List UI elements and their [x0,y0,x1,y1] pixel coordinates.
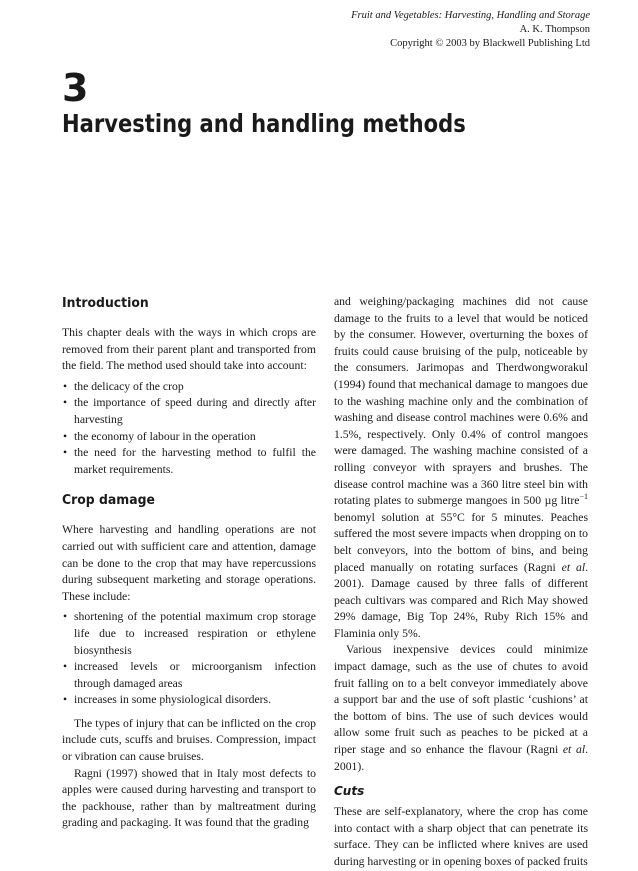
subsection-heading-cuts: Cuts [334,784,365,799]
list-item: • the delicacy of the crop [62,379,316,396]
book-title: Fruit and Vegetables: Harvesting, Handling and Storage [351,10,590,21]
right-column [334,294,588,871]
injury-types-paragraph: The types of injury that can be inflicted on the crop include cuts, scuffs and bruises. Compression, impact or vibration can cause bruises. [62,716,316,764]
author-line: A. K. Thompson [519,24,590,35]
cuts-paragraph: These are self-explanatory, where the crop has come into contact with a sharp object that can penetrate its surface. They can be inflicted where knives are used during harvesting or in opening boxes of packed fruits [334,805,588,868]
left-column [62,294,316,832]
section-heading-introduction: Introduction [62,295,149,311]
section-heading-crop-damage: Crop damage [62,492,155,509]
list-item: • the importance of speed during and directly after harvesting [62,395,316,428]
intro-paragraph: This chapter deals with the ways in which crops are removed from their parent plant and transported from the field. The method used should take into account: [62,326,316,373]
chapter-title: Harvesting and handling methods [62,109,466,138]
ragni-paragraph: Ragni (1997) showed that in Italy most defects to apples were caused during harvesting and transport to the packhouse, rather than by maltreatment during grading and packaging. It was found that the grading [62,766,316,830]
list-item: • increases in some physiological disorders. [62,692,316,709]
devices-paragraph: Various inexpensive devices could minimize impact damage, such as the use of chutes to avoid fruit falling on to a belt conveyor immediately above a support bar and the use of soft plastic ‘cushions’ at the bottom of bins. The use of such devices would allow some fruit such as peaches to be picked at a riper stage and so enhance the flavour (Ragni et al. 2001). [334,643,588,773]
list-item: • shortening of the potential maximum crop storage life due to increased respiration or ethylene biosynthesis [62,609,316,659]
crop-damage-paragraph: Where harvesting and handling operations are not carried out with sufficient care and attention, damage can be done to the crop that may have repercussions during subsequent marketing and storage operations. These include: [62,523,316,603]
chapter-number: 3 [62,66,88,110]
list-item: • the economy of labour in the operation [62,429,316,446]
crop-damage-bullet-list [62,609,316,709]
list-item: • increased levels or microorganism infection through damaged areas [62,659,316,692]
ragni-paragraph-continued: and weighing/packaging machines did not cause damage to the fruits to a level that would be noticed by the consumer. However, overturning the boxes of fruits could cause bruising of the pulp, noticeable by the consumers. Jarimopas and Therdwongworakul (1994) found that mechanical damage to mangoes due to the washing machine only and the combination of washing and disease control machines were 0.6% and 1.5%, respectively. Only 0.4% of control mangoes were damaged. The washing machine consisted of a rolling conveyor with sprayers and brushes. The disease control machine was a 360 litre steel bin with rotating plates to submerge mangoes in 500 µg litre$^{-1}$ benomyl solution at 55°C for 5 minutes. Peaches suffered the most severe impacts when dropping on to belt conveyors, into the bottom of bins, and being placed manually on rotating surfaces (Ragni et al. 2001). Damage caused by three falls of different peach cultivars was compared and Rich May showed 29% damage, Big Top 24%, Ruby Rich 15% and Flaminia only 5%. [334,295,589,640]
intro-bullet-list [62,379,316,479]
copyright-line: Copyright © 2003 by Blackwell Publishing Ltd [390,38,590,49]
list-item: • the need for the harvesting method to fulfil the market requirements. [62,445,316,478]
running-header [170,9,590,51]
